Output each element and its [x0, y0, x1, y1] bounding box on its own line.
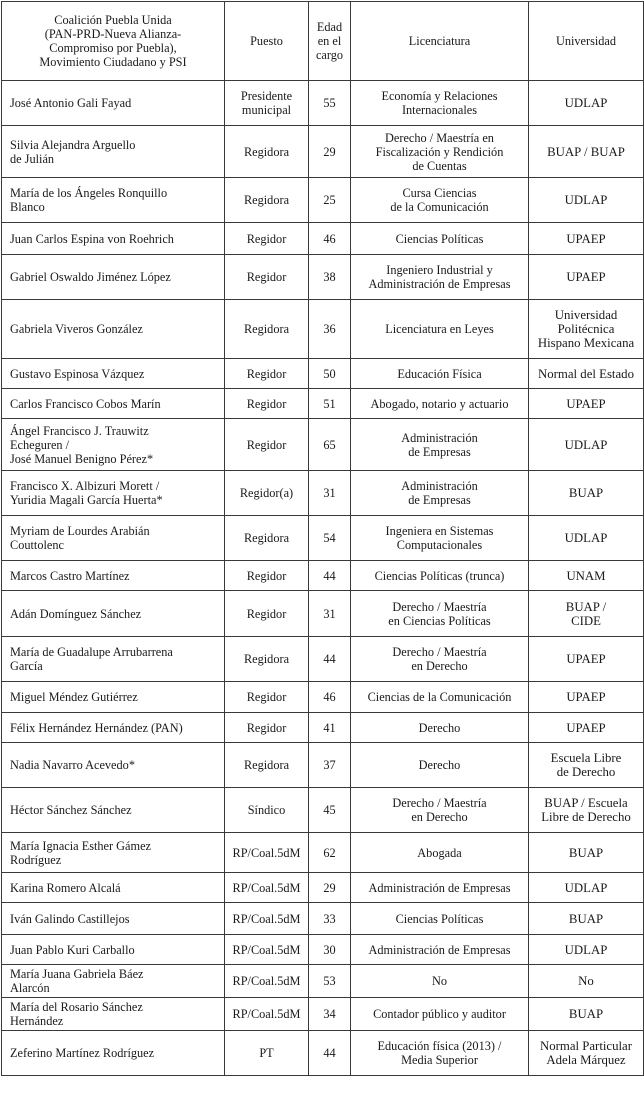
cell-licenciatura: Administración de Empresas [351, 873, 529, 903]
table-row [2, 516, 644, 561]
cell-licenciatura: Ciencias de la Comunicación [351, 682, 529, 713]
cell-edad: 31 [309, 471, 351, 516]
cell-licenciatura: Ciencias Políticas [351, 903, 529, 935]
table-row [2, 998, 644, 1031]
cell-universidad: BUAP / BUAP [529, 126, 644, 178]
table-row [2, 223, 644, 255]
cell-name: Myriam de Lourdes Arabián Couttolenc [2, 516, 225, 561]
header-puesto: Puesto [225, 2, 309, 81]
cell-universidad: UPAEP [529, 713, 644, 743]
cell-licenciatura: Administración de Empresas [351, 935, 529, 965]
cell-licenciatura: Ciencias Políticas (trunca) [351, 561, 529, 591]
cell-licenciatura: Administración de Empresas [351, 471, 529, 516]
cell-edad: 50 [309, 359, 351, 389]
cell-puesto: RP/Coal.5dM [225, 873, 309, 903]
cell-universidad: BUAP [529, 903, 644, 935]
cell-universidad: UPAEP [529, 637, 644, 682]
cell-puesto: Regidora [225, 126, 309, 178]
cell-name: Iván Galindo Castillejos [2, 903, 225, 935]
cell-name: María de los Ángeles Ronquillo Blanco [2, 178, 225, 223]
cell-edad: 44 [309, 1031, 351, 1076]
cell-name: Ángel Francisco J. Trauwitz Echeguren / José Manuel Benigno Pérez* [2, 419, 225, 471]
cell-puesto: Regidor [225, 359, 309, 389]
cell-licenciatura: Ingeniera en Sistemas Computacionales [351, 516, 529, 561]
table-row [2, 1031, 644, 1076]
cell-name: María Juana Gabriela Báez Alarcón [2, 965, 225, 998]
cell-universidad: BUAP [529, 998, 644, 1031]
cell-licenciatura: Educación Física [351, 359, 529, 389]
cell-name: Héctor Sánchez Sánchez [2, 788, 225, 833]
cell-universidad: UPAEP [529, 255, 644, 300]
cell-licenciatura: Licenciatura en Leyes [351, 300, 529, 359]
table-row [2, 788, 644, 833]
cell-universidad: No [529, 965, 644, 998]
cell-puesto: Regidor [225, 713, 309, 743]
cell-licenciatura: Derecho / Maestría en Derecho [351, 637, 529, 682]
cell-edad: 31 [309, 591, 351, 637]
cell-licenciatura: Ciencias Políticas [351, 223, 529, 255]
cell-name: Silvia Alejandra Arguello de Julián [2, 126, 225, 178]
cell-name: María Ignacia Esther Gámez Rodríguez [2, 833, 225, 873]
cell-edad: 45 [309, 788, 351, 833]
cell-edad: 41 [309, 713, 351, 743]
cell-puesto: Regidor [225, 682, 309, 713]
cell-universidad: BUAP / Escuela Libre de Derecho [529, 788, 644, 833]
cell-name: Francisco X. Albizuri Morett / Yuridia Magali García Huerta* [2, 471, 225, 516]
cell-universidad: UPAEP [529, 223, 644, 255]
cell-universidad: UPAEP [529, 389, 644, 419]
cell-puesto: Regidora [225, 743, 309, 788]
cell-licenciatura: Derecho / Maestría en Ciencias Políticas [351, 591, 529, 637]
cell-edad: 34 [309, 998, 351, 1031]
cell-universidad: Escuela Libre de Derecho [529, 743, 644, 788]
cell-puesto: PT [225, 1031, 309, 1076]
cell-puesto: Regidor [225, 389, 309, 419]
header-edad: Edad en el cargo [309, 2, 351, 81]
cell-edad: 37 [309, 743, 351, 788]
cell-universidad: Normal Particular Adela Márquez [529, 1031, 644, 1076]
header-coalition: Coalición Puebla Unida (PAN-PRD-Nueva Alianza- Compromiso por Puebla), Movimiento Ciudadano y PSI [2, 2, 225, 81]
cell-name: José Antonio Gali Fayad [2, 81, 225, 126]
cell-name: Juan Carlos Espina von Roehrich [2, 223, 225, 255]
cell-edad: 55 [309, 81, 351, 126]
table-row [2, 126, 644, 178]
cell-edad: 53 [309, 965, 351, 998]
table-row [2, 713, 644, 743]
cell-licenciatura: Cursa Ciencias de la Comunicación [351, 178, 529, 223]
cell-edad: 44 [309, 561, 351, 591]
cell-name: Gustavo Espinosa Vázquez [2, 359, 225, 389]
table-row [2, 591, 644, 637]
cell-puesto: Presidente municipal [225, 81, 309, 126]
cell-universidad: UDLAP [529, 873, 644, 903]
cell-licenciatura: Derecho [351, 743, 529, 788]
header-row [2, 2, 644, 81]
cell-edad: 33 [309, 903, 351, 935]
cell-licenciatura: Abogada [351, 833, 529, 873]
cell-name: Zeferino Martínez Rodríguez [2, 1031, 225, 1076]
cell-name: Nadia Navarro Acevedo* [2, 743, 225, 788]
table-row [2, 743, 644, 788]
cell-puesto: RP/Coal.5dM [225, 833, 309, 873]
cell-licenciatura: Administración de Empresas [351, 419, 529, 471]
cell-edad: 65 [309, 419, 351, 471]
table-row [2, 935, 644, 965]
cell-name: Gabriel Oswaldo Jiménez López [2, 255, 225, 300]
cell-puesto: RP/Coal.5dM [225, 965, 309, 998]
cell-edad: 46 [309, 223, 351, 255]
cell-edad: 54 [309, 516, 351, 561]
table-row [2, 833, 644, 873]
cell-edad: 44 [309, 637, 351, 682]
cell-name: Carlos Francisco Cobos Marín [2, 389, 225, 419]
cell-puesto: Regidora [225, 178, 309, 223]
cell-edad: 30 [309, 935, 351, 965]
cell-puesto: RP/Coal.5dM [225, 935, 309, 965]
cell-edad: 62 [309, 833, 351, 873]
table-row [2, 637, 644, 682]
table-row [2, 255, 644, 300]
cell-puesto: Regidor [225, 561, 309, 591]
cell-edad: 46 [309, 682, 351, 713]
cell-puesto: Regidor [225, 255, 309, 300]
table-row [2, 359, 644, 389]
table-row [2, 300, 644, 359]
cell-name: Juan Pablo Kuri Carballo [2, 935, 225, 965]
cell-licenciatura: Economía y Relaciones Internacionales [351, 81, 529, 126]
cell-universidad: Universidad Politécnica Hispano Mexicana [529, 300, 644, 359]
cell-universidad: BUAP / CIDE [529, 591, 644, 637]
cell-licenciatura: Ingeniero Industrial y Administración de Empresas [351, 255, 529, 300]
cell-name: Adán Domínguez Sánchez [2, 591, 225, 637]
cell-edad: 29 [309, 126, 351, 178]
cell-puesto: Síndico [225, 788, 309, 833]
cell-puesto: RP/Coal.5dM [225, 998, 309, 1031]
table-row [2, 873, 644, 903]
cell-licenciatura: Derecho / Maestría en Derecho [351, 788, 529, 833]
cell-licenciatura: Abogado, notario y actuario [351, 389, 529, 419]
cell-name: María de Guadalupe Arrubarrena García [2, 637, 225, 682]
cell-universidad: UNAM [529, 561, 644, 591]
cell-puesto: Regidor [225, 419, 309, 471]
cell-universidad: Normal del Estado [529, 359, 644, 389]
cell-universidad: UDLAP [529, 81, 644, 126]
table-row [2, 682, 644, 713]
cell-edad: 29 [309, 873, 351, 903]
table-row [2, 471, 644, 516]
cell-puesto: Regidora [225, 637, 309, 682]
cell-licenciatura: No [351, 965, 529, 998]
cell-name: Marcos Castro Martínez [2, 561, 225, 591]
cell-licenciatura: Contador público y auditor [351, 998, 529, 1031]
table-body [2, 81, 644, 1076]
cell-puesto: Regidor(a) [225, 471, 309, 516]
cell-universidad: UDLAP [529, 178, 644, 223]
table-row [2, 965, 644, 998]
cell-name: Miguel Méndez Gutiérrez [2, 682, 225, 713]
cell-universidad: UDLAP [529, 935, 644, 965]
cell-name: Félix Hernández Hernández (PAN) [2, 713, 225, 743]
table-row [2, 419, 644, 471]
cell-puesto: Regidora [225, 516, 309, 561]
table-row [2, 81, 644, 126]
table-row [2, 561, 644, 591]
cell-edad: 36 [309, 300, 351, 359]
cell-puesto: Regidor [225, 591, 309, 637]
header-licenciatura: Licenciatura [351, 2, 529, 81]
cell-name: María del Rosario Sánchez Hernández [2, 998, 225, 1031]
cell-universidad: UPAEP [529, 682, 644, 713]
cell-universidad: BUAP [529, 833, 644, 873]
cell-puesto: Regidora [225, 300, 309, 359]
cell-name: Gabriela Viveros González [2, 300, 225, 359]
cell-universidad: UDLAP [529, 419, 644, 471]
cell-edad: 25 [309, 178, 351, 223]
officials-table [1, 1, 644, 1076]
cell-licenciatura: Educación física (2013) / Media Superior [351, 1031, 529, 1076]
cell-edad: 38 [309, 255, 351, 300]
table-row [2, 178, 644, 223]
cell-puesto: Regidor [225, 223, 309, 255]
cell-licenciatura: Derecho / Maestría en Fiscalización y Rendición de Cuentas [351, 126, 529, 178]
cell-licenciatura: Derecho [351, 713, 529, 743]
table-row [2, 903, 644, 935]
cell-edad: 51 [309, 389, 351, 419]
table-row [2, 389, 644, 419]
cell-name: Karina Romero Alcalá [2, 873, 225, 903]
cell-puesto: RP/Coal.5dM [225, 903, 309, 935]
header-universidad: Universidad [529, 2, 644, 81]
cell-universidad: UDLAP [529, 516, 644, 561]
cell-universidad: BUAP [529, 471, 644, 516]
